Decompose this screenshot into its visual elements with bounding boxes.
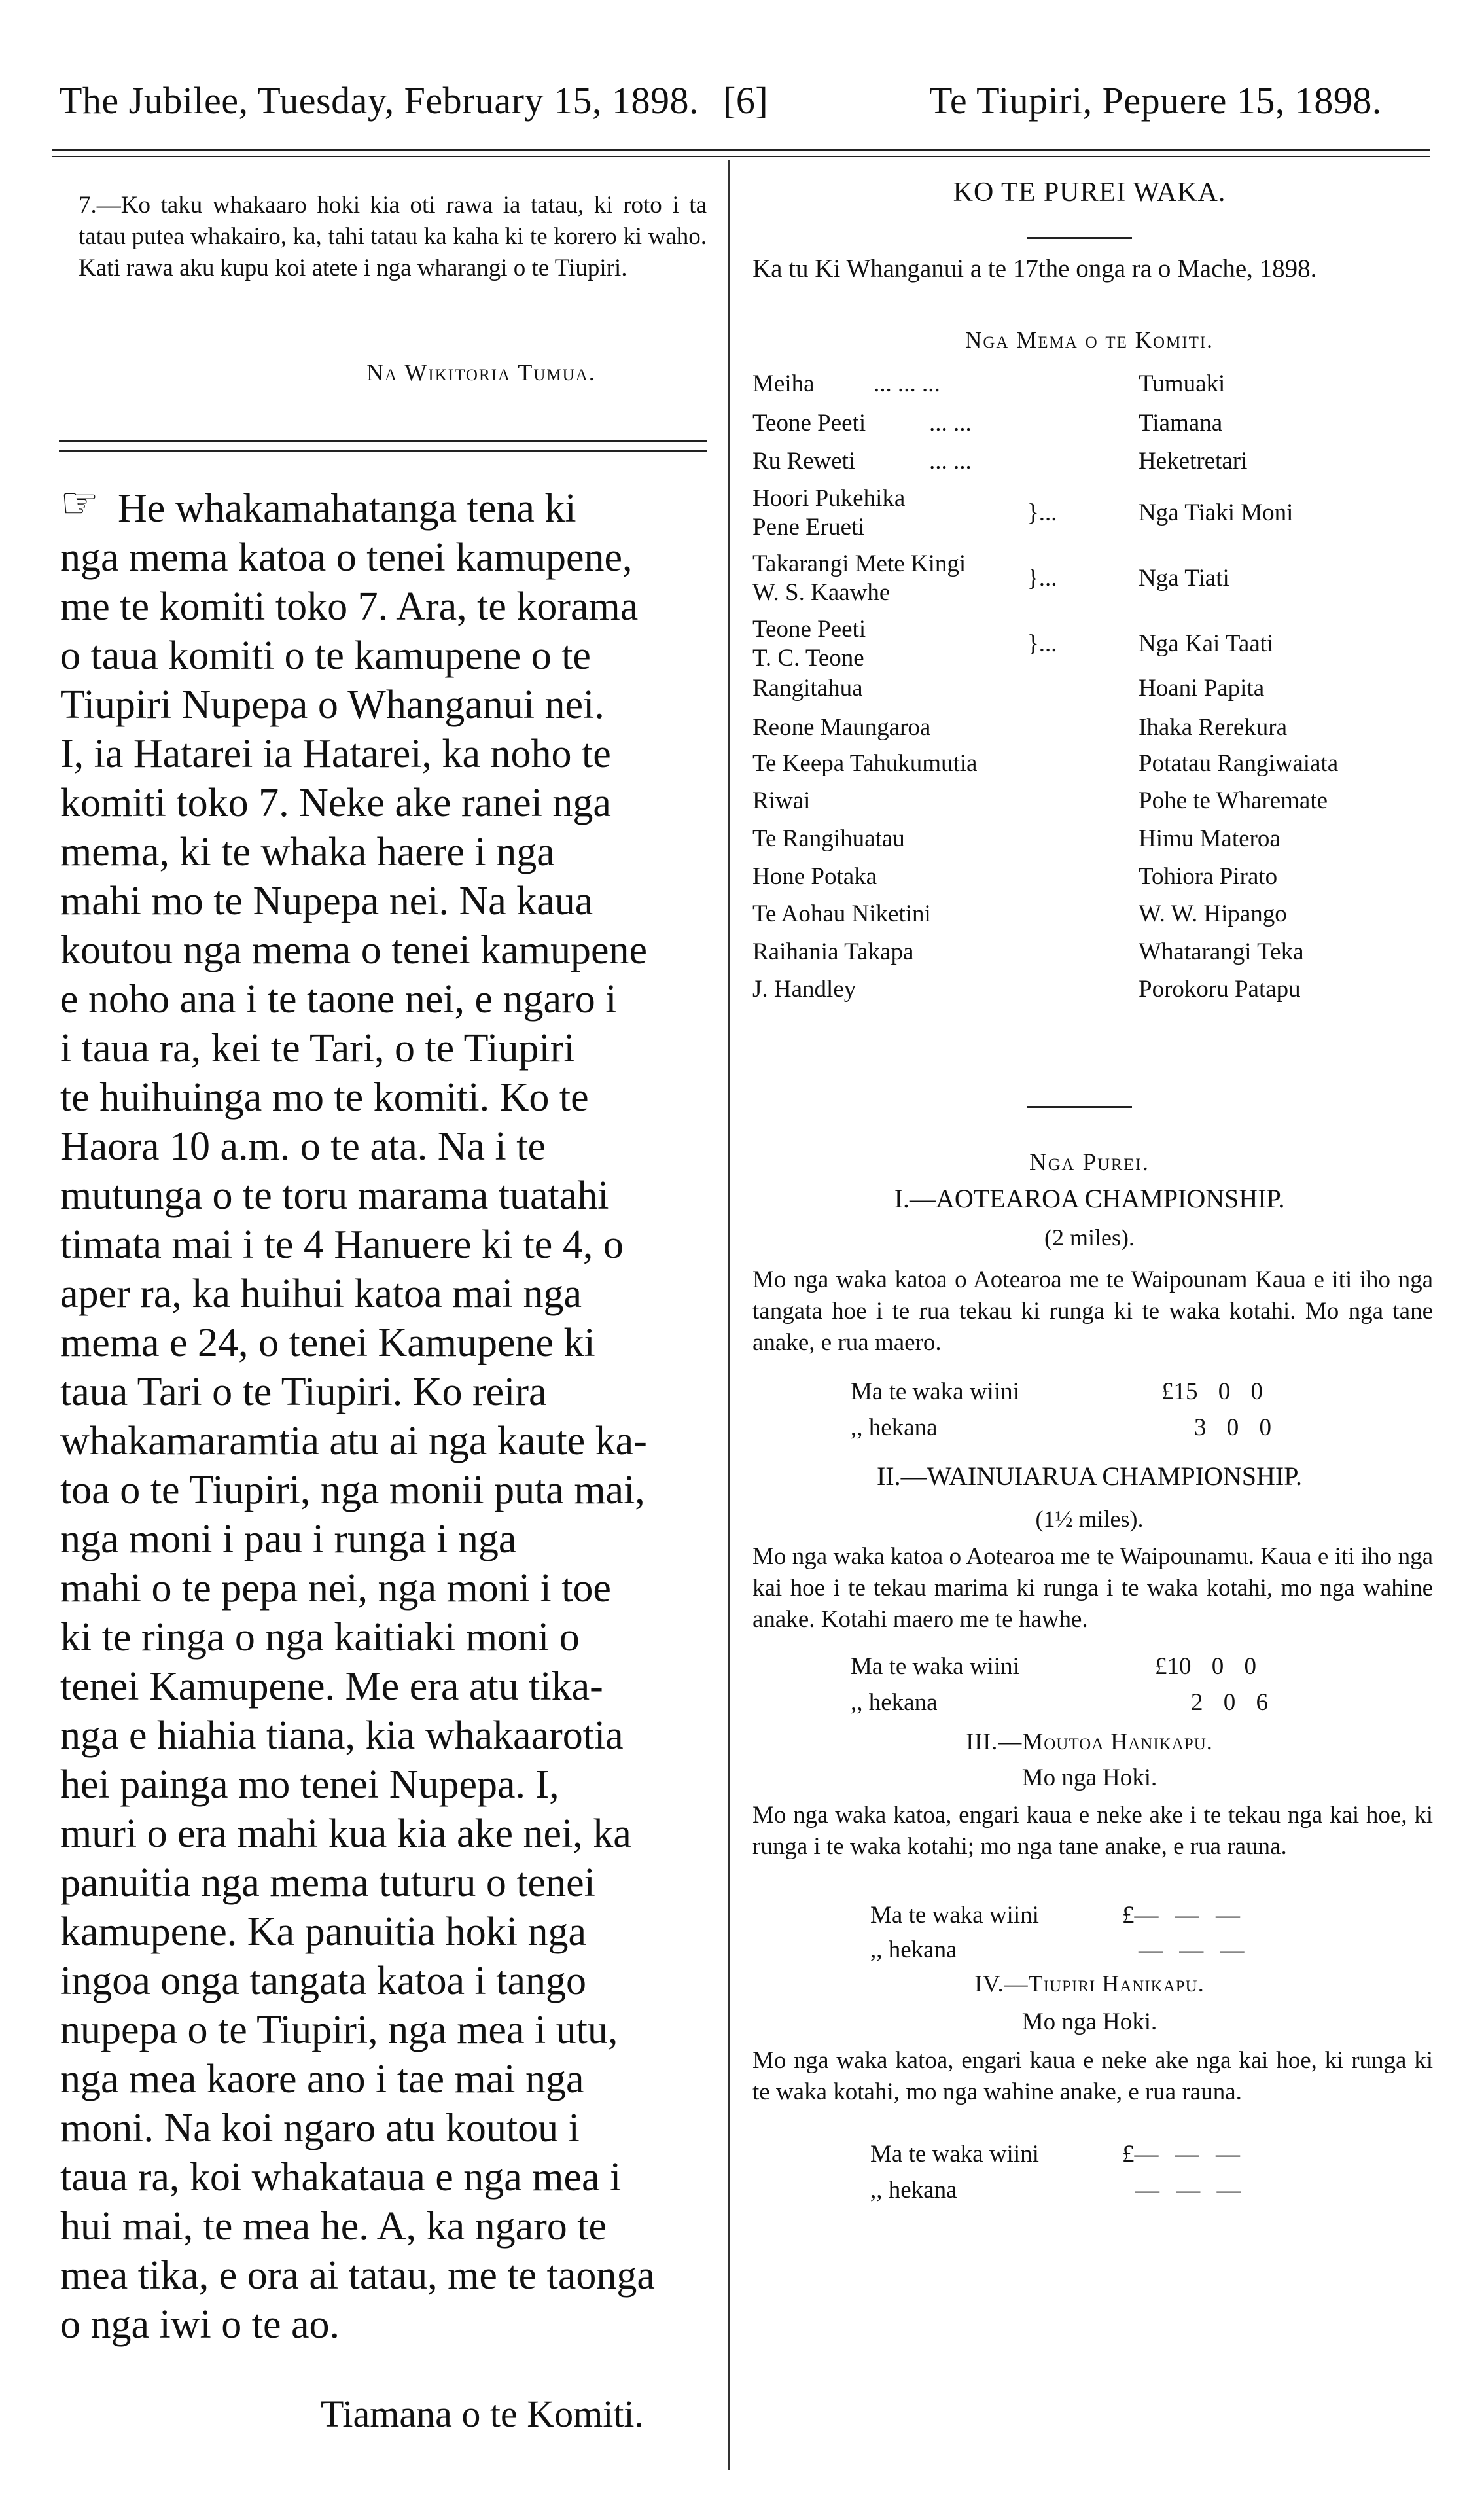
notice-line: aper ra, ka huihui katoa mai nga (60, 1272, 582, 1316)
committee-member: Takarangi Mete Kingi (752, 550, 966, 577)
race4-sub: Mo nga Hoki. (1021, 2008, 1157, 2035)
committee-role: Porokoru Patapu (1139, 976, 1301, 1003)
race4-text: Mo nga waka katoa, engari kaua e neke ake nga kai hoe, ki runga ki te waka kotahi, mo nga wahine anake, e rua rauna. (752, 2047, 1433, 2105)
notice-line: kamupene. Ka panuitia hoki nga (60, 1910, 587, 1954)
notice-line: hui mai, te mea he. A, ka ngaro te (60, 2204, 607, 2249)
committee-member: Riwai (752, 787, 811, 814)
pointing-hand-icon: ☞ (60, 480, 99, 527)
race3-sub: Mo nga Hoki. (1021, 1764, 1157, 1791)
committee-role: Ihaka Rerekura (1139, 714, 1288, 741)
notice-line: komiti toko 7. Neke ake ranei nga (60, 781, 611, 825)
race3-prize1-value: £— — — (1122, 1902, 1240, 1929)
header-rule-2 (52, 156, 1430, 157)
committee-dots: ... ... (929, 448, 972, 474)
notice-line: moni. Na koi ngaro atu koutou i (60, 2106, 580, 2150)
committee-role: W. W. Hipango (1139, 901, 1287, 927)
notice-line: He whakamahatanga tena ki (118, 486, 576, 531)
race2-title: II.—WAINUIARUA CHAMPIONSHIP. (876, 1461, 1303, 1491)
letter-point: 7.—Ko taku whakaaro hoki kia oti rawa ia tatau, ki roto i ta tatau putea whakairo, ka, tahi tatau ka kaha ki te korero ki waho. Kati rawa aku kupu koi atete i nga wharangi o te Tiupiri. (79, 192, 707, 281)
notice-line: muri o era mahi kua kia ake nei, ka (60, 1811, 631, 1856)
committee-member: Meiha (752, 370, 815, 397)
section-rule-2 (59, 450, 707, 452)
notice-line: ingoa onga tangata katoa i tango (60, 1959, 587, 2003)
title-rule (1027, 237, 1132, 239)
notice-line: hei painga mo tenei Nupepa. I, (60, 1762, 559, 1807)
notice-line: mutunga o te toru marama tuatahi (60, 1173, 609, 1218)
committee-role: Pohe te Wharemate (1139, 787, 1328, 814)
committee-member: Rangitahua (752, 675, 863, 702)
committee-role: Nga Kai Taati (1139, 630, 1274, 657)
committee-member: Te Rangihuatau (752, 825, 905, 852)
committee-role: Whatarangi Teka (1139, 938, 1304, 965)
race1-prize1-value: £15 0 0 (1161, 1378, 1263, 1405)
race2-prize2-label: ,, hekana (851, 1689, 938, 1716)
race3-prize2-value: — — — (1139, 1936, 1245, 1963)
notice-line: me te komiti toko 7. Ara, te korama (60, 584, 639, 629)
race4-title: IV.—Tiupiri Hanikapu. (974, 1971, 1205, 1997)
header-right: Te Tiupiri, Pepuere 15, 1898. (929, 79, 1382, 122)
committee-role: Hoani Papita (1139, 675, 1265, 702)
race1-distance: (2 miles). (1044, 1224, 1135, 1251)
notice-line: mema, ki te whaka haere i nga (60, 830, 555, 874)
notice-line: nga e hiahia tiana, kia whakaarotia (60, 1713, 624, 1758)
committee-member: Pene Erueti (752, 514, 865, 541)
committee-member: Raihania Takapa (752, 938, 914, 965)
committee-role: Heketretari (1139, 448, 1248, 474)
header-rule (52, 149, 1430, 151)
committee-member: Teone Peeti (752, 616, 866, 643)
committee-member: J. Handley (752, 976, 857, 1003)
race2-distance: (1½ miles). (1035, 1506, 1144, 1532)
race1-prize1-label: Ma te waka wiini (851, 1378, 1019, 1405)
page-number: [6] (723, 79, 769, 122)
notice-line: te huihuinga mo te komiti. Ko te (60, 1075, 589, 1120)
race4-prize2-label: ,, hekana (870, 2177, 957, 2203)
notice-line: Tiupiri Nupepa o Whanganui nei. (60, 683, 605, 727)
committee-member: Teone Peeti (752, 410, 866, 437)
notice-line: taua ra, koi whakataua e nga mea i (60, 2155, 622, 2200)
race2-prize1-value: £10 0 0 (1155, 1653, 1256, 1680)
race4-prize1-label: Ma te waka wiini (870, 2141, 1039, 2167)
race2-prize2-value: 2 0 6 (1191, 1689, 1268, 1716)
committee-dots: ... ... ... (874, 370, 940, 397)
committee-member: Te Keepa Tahukumutia (752, 750, 978, 777)
race1-prize2-label: ,, hekana (851, 1414, 938, 1441)
notice-line: whakamaramtia atu ai nga kaute ka- (60, 1419, 647, 1463)
committee-role: Himu Materoa (1139, 825, 1281, 852)
committee-member: T. C. Teone (752, 645, 864, 671)
committee-dots: }... (1027, 630, 1057, 657)
race3-text: Mo nga waka katoa, engari kaua e neke ake i te tekau nga kai hoe, ki runga i te waka kotahi; mo nga tane anake, e rua rauna. (752, 1802, 1433, 1860)
race2-prize1-label: Ma te waka wiini (851, 1653, 1019, 1680)
committee-dots: }... (1027, 499, 1057, 526)
committee-role: Tiamana (1139, 410, 1223, 437)
notice-text (60, 484, 708, 2349)
race4-prize2-value: — — — (1135, 2177, 1241, 2203)
column-divider (728, 160, 730, 2470)
committee-role: Tohiora Pirato (1139, 863, 1278, 890)
race3-title: III.—Moutoa Hanikapu. (966, 1728, 1213, 1755)
notice-line: panuitia nga mema tuturu o tenei (60, 1861, 595, 1905)
committee-dots: }... (1027, 565, 1057, 592)
race1-title: I.—AOTEAROA CHAMPIONSHIP. (894, 1184, 1285, 1213)
notice-line: o taua komiti o te kamupene o te (60, 633, 591, 678)
notice-line: o nga iwi o te ao. (60, 2302, 340, 2347)
race3-prize2-label: ,, hekana (870, 1936, 957, 1963)
notice-signature: Tiamana o te Komiti. (321, 2393, 645, 2435)
race2-text: Mo nga waka katoa o Aotearoa me te Waipounamu. Kaua e iti iho nga kai hoe i te tekau marima ki runga i te waka kotahi, mo nga wahine anake. Kotahi maero me te hawhe. (752, 1543, 1433, 1633)
notice-line: toa o te Tiupiri, nga monii puta mai, (60, 1468, 645, 1512)
committee-rule (1027, 1106, 1132, 1108)
committee-dots: ... ... (929, 410, 972, 437)
notice-line: nga moni i pau i runga i nga (60, 1517, 517, 1561)
committee-member: Hoori Pukehika (752, 485, 906, 512)
notice-line: mea tika, e ora ai tatau, me te taonga (60, 2253, 655, 2298)
notice-line: timata mai i te 4 Hanuere ki te 4, o (60, 1222, 624, 1267)
notice-line: taua Tari o te Tiupiri. Ko reira (60, 1370, 547, 1414)
races-heading: Nga Purei. (1029, 1149, 1150, 1176)
committee-member: Hone Potaka (752, 863, 877, 890)
committee-member: Reone Maungaroa (752, 714, 931, 741)
notice-line: e noho ana i te taone nei, e ngaro i (60, 977, 617, 1022)
race4-prize1-value: £— — — (1122, 2141, 1240, 2167)
notice-line: nupepa o te Tiupiri, nga mea i utu, (60, 2008, 618, 2052)
notice-line: nga mea kaore ano i tae mai nga (60, 2057, 584, 2101)
race-title: KO TE PUREI WAKA. (953, 177, 1226, 207)
notice-line: tenei Kamupene. Me era atu tika- (60, 1664, 603, 1709)
committee-role: Nga Tiaki Moni (1139, 499, 1294, 526)
committee-role: Tumuaki (1139, 370, 1226, 397)
notice-line: i taua ra, kei te Tari, o te Tiupiri (60, 1026, 575, 1071)
committee-member: Te Aohau Niketini (752, 901, 931, 927)
notice-line: koutou nga mema o tenei kamupene (60, 928, 648, 972)
header-left: The Jubilee, Tuesday, February 15, 1898. (59, 79, 699, 122)
race-intro: Ka tu Ki Whanganui a te 17the onga ra o Mache, 1898. (752, 255, 1317, 283)
notice-line: I, ia Hatarei ia Hatarei, ka noho te (60, 732, 611, 776)
notice-line: ki te ringa o nga kaitiaki moni o (60, 1615, 580, 1660)
committee-role: Potatau Rangiwaiata (1139, 750, 1339, 777)
notice-line: nga mema katoa o tenei kamupene, (60, 535, 633, 580)
race1-prize2-value: 3 0 0 (1194, 1414, 1271, 1441)
notice-line: mema e 24, o tenei Kamupene ki (60, 1321, 595, 1365)
letter-signature: Na Wikitoria Tumua. (366, 359, 596, 385)
committee-heading: Nga Mema o te Komiti. (965, 327, 1214, 353)
section-rule (59, 440, 707, 442)
notice-line: Haora 10 a.m. o te ata. Na i te (60, 1124, 546, 1169)
committee-member: W. S. Kaawhe (752, 579, 891, 606)
committee-member: Ru Reweti (752, 448, 856, 474)
race1-text: Mo nga waka katoa o Aotearoa me te Waipounam Kaua e iti iho nga tangata hoe i te rua tekau ki runga ki te waka kotahi. Mo nga tane anake, e rua maero. (752, 1266, 1433, 1356)
notice-line: mahi mo te Nupepa nei. Na kaua (60, 879, 593, 923)
committee-role: Nga Tiati (1139, 565, 1229, 592)
race3-prize1-label: Ma te waka wiini (870, 1902, 1039, 1929)
notice-line: mahi o te pepa nei, nga moni i toe (60, 1566, 611, 1611)
